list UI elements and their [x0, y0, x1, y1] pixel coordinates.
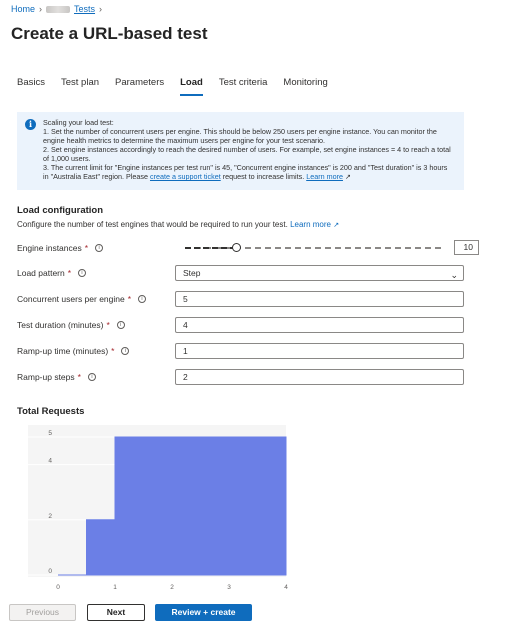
concurrent-users-label	[17, 294, 177, 304]
chevron-down-icon: ⌄	[450, 270, 458, 280]
ramp-up-steps-label-text: Ramp-up steps	[17, 372, 75, 382]
info-line-2: 2. Set engine instances accordingly to reach the desired number of users. For example, set engine instances = 4 to reach a total of 1,000 users.	[43, 145, 451, 163]
load-pattern-row	[17, 265, 464, 281]
breadcrumb-tests[interactable]: Tests	[74, 4, 96, 14]
info-heading: Scaling your load test:	[43, 118, 114, 127]
y-tick-label: 0	[48, 568, 52, 575]
info-line-1: 1. Set the number of concurrent users per engine. This should be below 250 users per engine instance. You can monitor the engine health metrics to determine the maximum users per engine for your test scenario.	[43, 127, 437, 145]
y-tick-label: 4	[48, 457, 52, 465]
load-pattern-dropdown[interactable]	[175, 265, 464, 281]
chevron-right-icon: ›	[99, 4, 103, 14]
concurrent-users-row	[17, 291, 464, 307]
required-marker: *	[67, 268, 72, 278]
concurrent-users-input[interactable]: 5	[175, 291, 464, 307]
slider-fill	[185, 247, 236, 249]
load-pattern-value: Step	[183, 268, 201, 278]
ramp-up-time-label	[17, 346, 177, 356]
ramp-up-time-input[interactable]: 1	[175, 343, 464, 359]
external-link-icon: ↗	[333, 222, 340, 229]
info-circle-icon[interactable]: i	[117, 321, 125, 329]
info-circle-icon[interactable]: i	[138, 295, 146, 303]
required-marker: *	[106, 320, 110, 330]
load-config-title: Load configuration	[17, 205, 104, 216]
x-tick-label: 1	[113, 584, 117, 591]
info-learn-more-link[interactable]: Learn more	[306, 172, 343, 181]
info-line-3-tail: request to increase limits.	[222, 172, 305, 181]
tab-parameters[interactable]: Parameters	[115, 77, 165, 88]
test-duration-input[interactable]: 4	[175, 317, 464, 333]
required-marker: *	[127, 294, 132, 304]
total-requests-chart	[0, 425, 300, 600]
load-pattern-label-text: Load pattern	[17, 268, 65, 278]
ramp-up-steps-input[interactable]: 2	[175, 369, 464, 385]
previous-button[interactable]: Previous	[9, 604, 76, 621]
engine-instances-row	[17, 240, 473, 256]
review-create-button[interactable]: Review + create	[155, 604, 252, 621]
load-config-learn-more-link[interactable]: Learn more	[290, 220, 331, 229]
x-tick-label: 3	[227, 584, 231, 591]
load-config-desc	[17, 220, 339, 229]
tab-monitoring[interactable]: Monitoring	[283, 77, 328, 88]
y-tick-label: 2	[48, 512, 52, 520]
tab-bar	[17, 77, 344, 96]
x-tick-label: 2	[170, 584, 174, 591]
engine-instances-label	[17, 243, 177, 253]
info-line-3	[43, 163, 454, 182]
info-circle-icon[interactable]: i	[78, 269, 86, 277]
slider-thumb[interactable]	[232, 243, 241, 252]
ramp-up-time-row	[17, 343, 464, 359]
next-button[interactable]: Next	[87, 604, 145, 621]
info-circle-icon[interactable]: i	[95, 244, 103, 252]
tab-test-criteria[interactable]: Test criteria	[218, 77, 268, 88]
chart-title: Total Requests	[17, 406, 85, 417]
info-circle-icon[interactable]: i	[121, 347, 129, 355]
concurrent-users-label-text: Concurrent users per engine	[17, 294, 125, 304]
chevron-right-icon: ›	[39, 4, 43, 14]
breadcrumb-resource-redacted[interactable]	[46, 6, 70, 13]
load-config-desc-text: Configure the number of test engines that would be required to run your test.	[17, 220, 288, 229]
engine-instances-label-text: Engine instances	[17, 243, 82, 253]
ramp-up-steps-row	[17, 369, 464, 385]
test-duration-label	[17, 320, 177, 330]
engine-instances-input[interactable]: 10	[454, 240, 479, 255]
tab-load[interactable]: Load	[180, 77, 203, 96]
info-message-bar	[17, 112, 464, 190]
info-icon: i	[25, 119, 36, 130]
required-marker: *	[84, 243, 89, 253]
y-tick-label: 5	[48, 430, 52, 437]
wizard-footer	[0, 604, 519, 632]
test-duration-label-text: Test duration (minutes)	[17, 320, 104, 330]
x-tick-label: 4	[284, 584, 288, 591]
tab-basics[interactable]: Basics	[17, 77, 45, 88]
engine-instances-slider[interactable]	[185, 245, 441, 251]
support-ticket-link[interactable]: create a support ticket	[149, 172, 221, 181]
breadcrumb-home[interactable]: Home	[11, 4, 36, 14]
external-link-icon: ↗	[344, 174, 351, 181]
ramp-up-time-label-text: Ramp-up time (minutes)	[17, 346, 109, 356]
tab-test-plan[interactable]: Test plan	[60, 77, 100, 88]
ramp-up-steps-label	[17, 372, 177, 382]
breadcrumb	[11, 4, 102, 14]
load-pattern-label	[17, 268, 177, 278]
test-duration-row	[17, 317, 464, 333]
x-tick-label: 0	[56, 584, 60, 591]
info-circle-icon[interactable]: i	[88, 373, 96, 381]
info-line-3-text: 3. The current limit for "Engine instances per test run" is 45, "Concurrent engine instances" is 200 and "Test duration" is 3 hours in "Australia East" region. Please	[43, 163, 448, 181]
required-marker: *	[111, 346, 115, 356]
page-title: Create a URL-based test	[11, 24, 208, 43]
required-marker: *	[77, 372, 81, 382]
